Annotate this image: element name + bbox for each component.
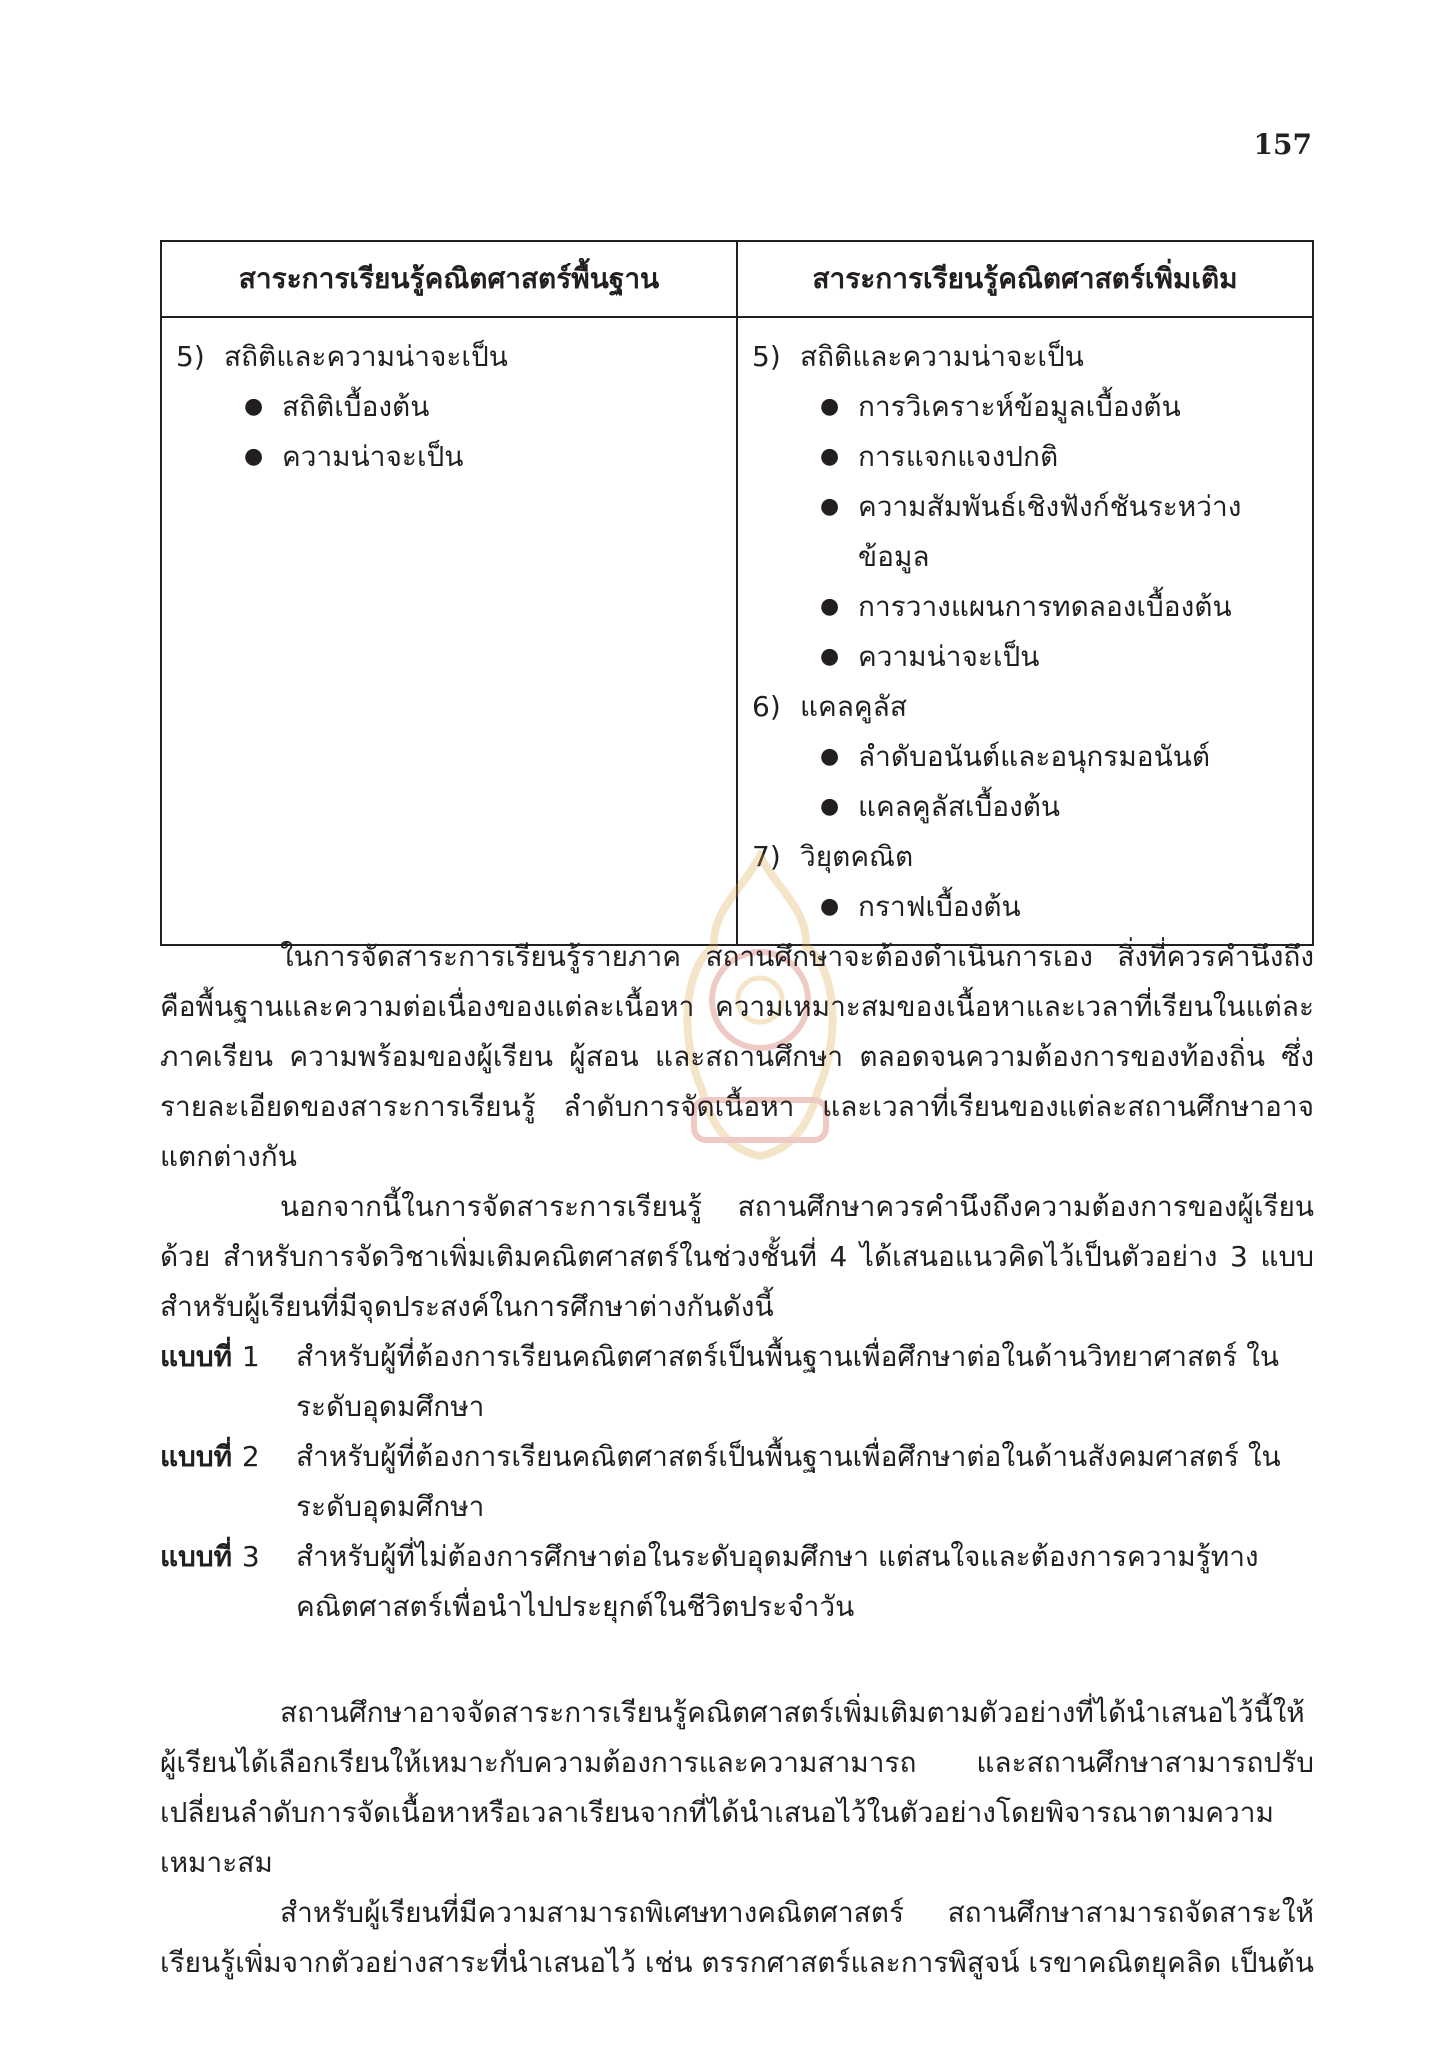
- model-label: แบบที่: [160, 1340, 233, 1373]
- topic-item: [752, 682, 1298, 732]
- bullet-item: [752, 582, 1298, 632]
- page-number: 157: [1253, 128, 1312, 161]
- bullet-text: การวางแผนการทดลองเบื้องต้น: [858, 590, 1232, 623]
- model-item: [160, 1332, 1314, 1432]
- bullet-icon: ●: [820, 394, 840, 419]
- bullet-icon: ●: [820, 494, 840, 519]
- model-text: สำหรับผู้ที่ต้องการเรียนคณิตศาสตร์เป็นพื้นฐานเพื่อศึกษาต่อในด้านวิทยาศาสตร์ ในระดับอุดมศึกษา: [296, 1340, 1280, 1423]
- bullet-item: [176, 382, 722, 432]
- body-section-2: [160, 1688, 1314, 1988]
- topic-number: 6): [752, 690, 781, 723]
- bullet-icon: ●: [820, 744, 840, 769]
- paragraph-3: สถานศึกษาอาจจัดสาระการเรียนรู้คณิตศาสตร์เพิ่มเติมตามตัวอย่างที่ได้นำเสนอไว้นี้ให้ผู้เรียนได้เลือกเรียนให้เหมาะกับความต้องการและความสามารถ และสถานศึกษาสามารถปรับเปลี่ยนลำดับการจัดเนื้อหาหรือเวลาเรียนจากที่ได้นำเสนอไว้ในตัวอย่างโดยพิจารณาตามความเหมาะสม: [160, 1696, 1314, 1879]
- model-label: แบบที่: [160, 1540, 233, 1573]
- header-basic: สาระการเรียนรู้คณิตศาสตร์พื้นฐาน: [161, 241, 737, 317]
- model-text: สำหรับผู้ที่ไม่ต้องการศึกษาต่อในระดับอุดมศึกษา แต่สนใจและต้องการความรู้ทางคณิตศาสตร์เพื่อนำไปประยุกต์ในชีวิตประจำวัน: [296, 1540, 1259, 1623]
- bullet-item: [752, 382, 1298, 432]
- bullet-text: ความน่าจะเป็น: [282, 440, 464, 473]
- bullet-text: แคลคูลัสเบื้องต้น: [858, 790, 1061, 823]
- basic-column: [161, 317, 737, 945]
- bullet-text: การวิเคราะห์ข้อมูลเบื้องต้น: [858, 390, 1181, 423]
- bullet-item: [176, 432, 722, 482]
- bullet-item: [752, 782, 1298, 832]
- model-number: 3: [241, 1540, 260, 1573]
- bullet-text: ความสัมพันธ์เชิงฟังก์ชันระหว่างข้อมูล: [858, 490, 1242, 573]
- paragraph-4: สำหรับผู้เรียนที่มีความสามารถพิเศษทางคณิตศาสตร์ สถานศึกษาสามารถจัดสาระให้เรียนรู้เพิ่มจากตัวอย่างสาระที่นำเสนอไว้ เช่น ตรรกศาสตร์และการพิสูจน์ เรขาคณิตยุคลิด เป็นต้น: [160, 1896, 1314, 1979]
- body-section-1: [160, 932, 1314, 1632]
- bullet-icon: ●: [820, 794, 840, 819]
- bullet-item: [752, 632, 1298, 682]
- topic-item: [752, 332, 1298, 382]
- bullet-icon: ●: [820, 894, 840, 919]
- bullet-item: [752, 432, 1298, 482]
- model-number: 1: [241, 1340, 260, 1373]
- bullet-text: ความน่าจะเป็น: [858, 640, 1040, 673]
- bullet-icon: ●: [244, 444, 264, 469]
- paragraph-1: ในการจัดสาระการเรียนรู้รายภาค สถานศึกษาจะต้องดำเนินการเอง สิ่งที่ควรคำนึงถึงคือพื้นฐานและความต่อเนื่องของแต่ละเนื้อหา ความเหมาะสมของเนื้อหาและเวลาที่เรียนในแต่ละภาคเรียน ความพร้อมของผู้เรียน ผู้สอน และสถานศึกษา ตลอดจนความต้องการของท้องถิ่น ซึ่งรายละเอียดของสาระการเรียนรู้ ลำดับการจัดเนื้อหา และเวลาที่เรียนของแต่ละสถานศึกษาอาจแตกต่างกัน: [160, 940, 1314, 1173]
- bullet-icon: ●: [820, 644, 840, 669]
- bullet-icon: ●: [820, 594, 840, 619]
- model-number: 2: [241, 1440, 260, 1473]
- topic-number: 5): [752, 340, 781, 373]
- paragraph-2: นอกจากนี้ในการจัดสาระการเรียนรู้ สถานศึกษาควรคำนึงถึงความต้องการของผู้เรียนด้วย สำหรับการจัดวิชาเพิ่มเติมคณิตศาสตร์ในช่วงชั้นที่ 4 ได้เสนอแนวคิดไว้เป็นตัวอย่าง 3 แบบ สำหรับผู้เรียนที่มีจุดประสงค์ในการศึกษาต่างกันดังนี้: [160, 1190, 1314, 1323]
- bullet-icon: ●: [820, 444, 840, 469]
- bullet-text: ลำดับอนันต์และอนุกรมอนันต์: [858, 740, 1211, 773]
- bullet-text: การแจกแจงปกติ: [858, 440, 1059, 473]
- curriculum-table: [160, 240, 1314, 946]
- model-label: แบบที่: [160, 1440, 233, 1473]
- topic-title: สถิติและความน่าจะเป็น: [224, 340, 508, 373]
- model-text: สำหรับผู้ที่ต้องการเรียนคณิตศาสตร์เป็นพื้นฐานเพื่อศึกษาต่อในด้านสังคมศาสตร์ ในระดับอุดมศึกษา: [296, 1440, 1281, 1523]
- topic-title: วิยุตคณิต: [800, 840, 914, 873]
- model-item: [160, 1532, 1314, 1632]
- bullet-item: [752, 732, 1298, 782]
- topic-title: สถิติและความน่าจะเป็น: [800, 340, 1084, 373]
- topic-item: [176, 332, 722, 382]
- bullet-icon: ●: [244, 394, 264, 419]
- bullet-item: [752, 482, 1298, 582]
- bullet-text: กราฟเบื้องต้น: [858, 890, 1021, 923]
- header-additional: สาระการเรียนรู้คณิตศาสตร์เพิ่มเติม: [737, 241, 1313, 317]
- topic-number: 7): [752, 840, 781, 873]
- topic-number: 5): [176, 340, 205, 373]
- bullet-text: สถิติเบื้องต้น: [282, 390, 430, 423]
- model-item: [160, 1432, 1314, 1532]
- topic-title: แคลคูลัส: [800, 690, 907, 723]
